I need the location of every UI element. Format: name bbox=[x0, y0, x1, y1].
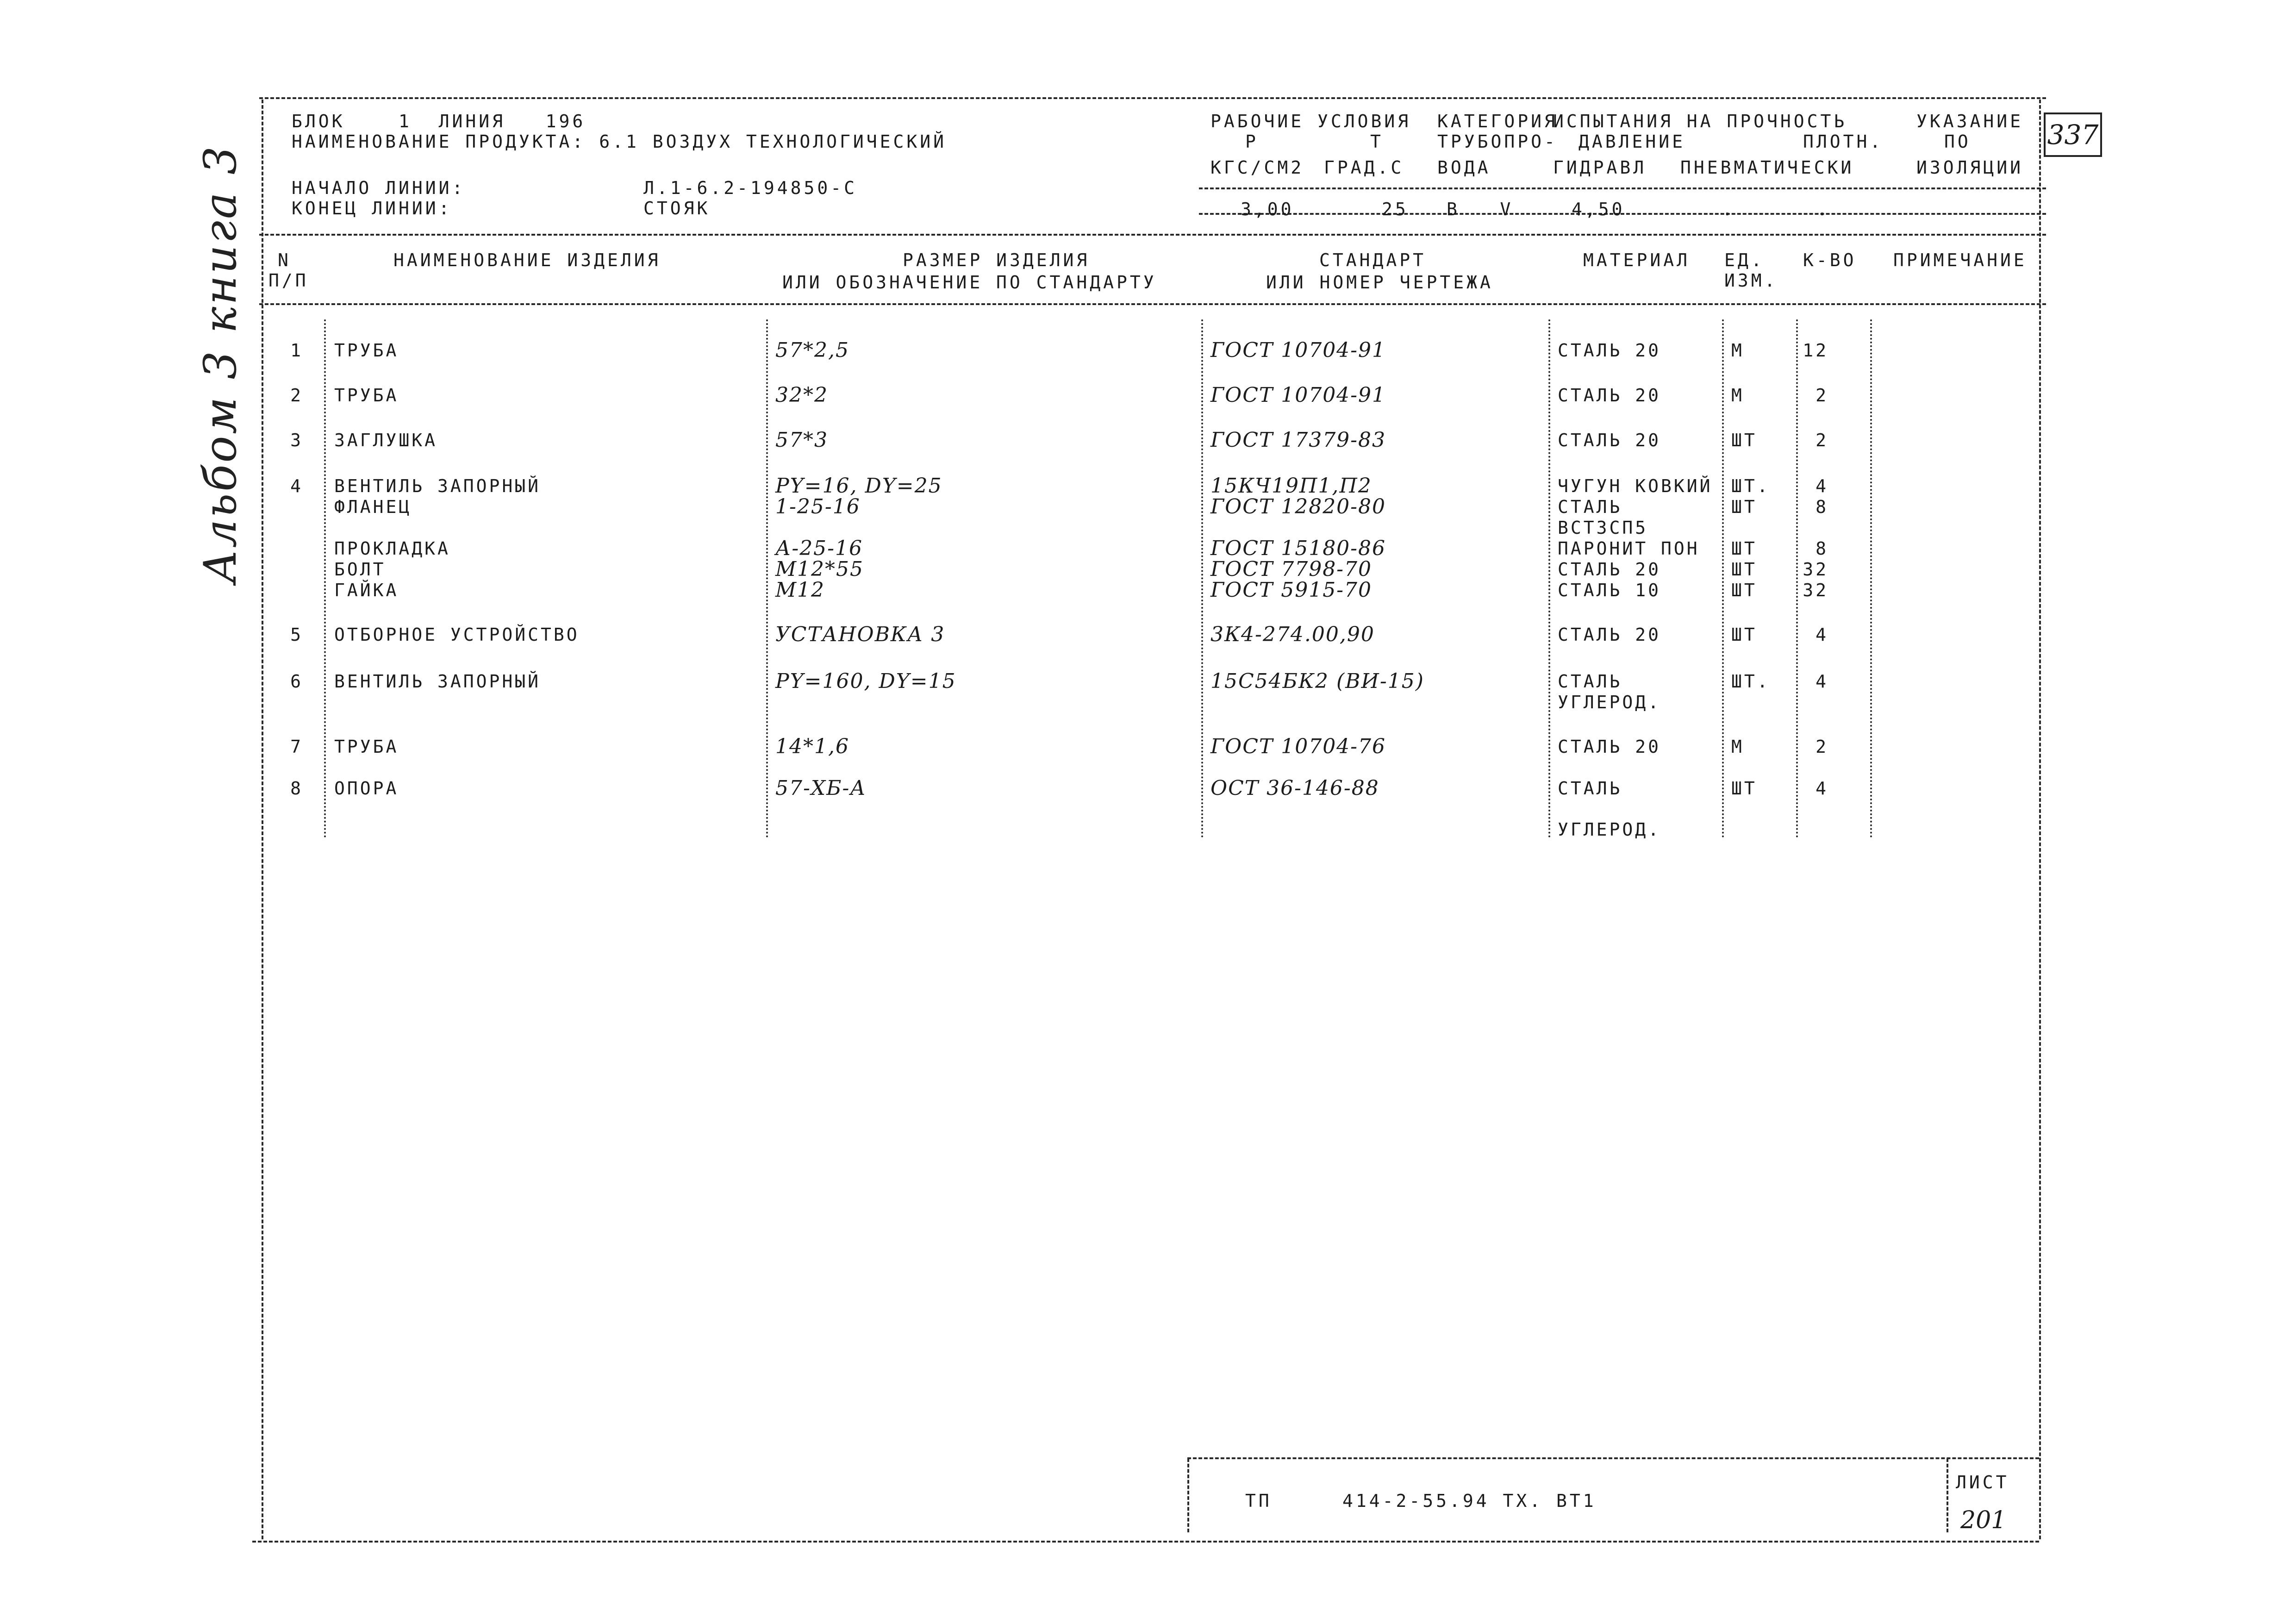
cell-standard: ГОСТ 5915-70 bbox=[1210, 578, 1373, 602]
strength-test-heading: ИСПЫТАНИЯ НА ПРОЧНОСТЬ bbox=[1553, 111, 1847, 131]
temperature-unit: ГРАД.С bbox=[1324, 157, 1404, 178]
cell-standard: 3К4-274.00,90 bbox=[1210, 623, 1375, 646]
cell-unit: М bbox=[1731, 385, 1744, 406]
cell-num: 1 bbox=[290, 340, 303, 361]
cell-qty: 8 bbox=[1816, 538, 1828, 559]
cell-size: PY=16, DY=25 bbox=[775, 474, 942, 498]
cell-material: СТАЛЬ 20 bbox=[1558, 625, 1661, 645]
cell-qty: 2 bbox=[1816, 430, 1828, 450]
line-start-value: Л.1-6.2-194850-С bbox=[643, 178, 858, 198]
col-sep-standard bbox=[1201, 319, 1203, 838]
col-sep-unit bbox=[1722, 319, 1724, 838]
cell-size: 32*2 bbox=[775, 383, 828, 407]
cell-unit: ШТ. bbox=[1731, 671, 1770, 692]
cell-num: 4 bbox=[290, 476, 303, 496]
test-density-heading: ПЛОТН. bbox=[1803, 131, 1884, 152]
col-standard-heading-1: СТАНДАРТ bbox=[1319, 250, 1427, 270]
footer-sheet-rule bbox=[1947, 1458, 1948, 1532]
cell-standard: ГОСТ 17379-83 bbox=[1210, 428, 1386, 452]
cell-size: PY=160, DY=15 bbox=[775, 669, 956, 693]
hydraulic-value: 4,50 bbox=[1572, 199, 1625, 219]
cell-material: СТАЛЬ 20 bbox=[1558, 340, 1661, 361]
cell-standard: ГОСТ 10704-76 bbox=[1210, 735, 1386, 758]
product-name-text: НАИМЕНОВАНИЕ ПРОДУКТА: 6.1 ВОЗДУХ ТЕХНОЛОГИЧЕСКИЙ bbox=[292, 131, 947, 152]
cell-name: ПРОКЛАДКА bbox=[334, 538, 450, 559]
bottom-border bbox=[252, 1541, 2039, 1543]
cell-name: ОТБОРНОЕ УСТРОЙСТВО bbox=[334, 625, 580, 645]
cell-material: СТАЛЬ bbox=[1558, 497, 1622, 517]
col-unit-heading-2: ИЗМ. bbox=[1724, 270, 1778, 291]
cell-size: А-25-16 bbox=[775, 537, 863, 560]
cell-num: 7 bbox=[290, 737, 303, 757]
cell-standard: ГОСТ 12820-80 bbox=[1210, 495, 1386, 518]
cell-name: ЗАГЛУШКА bbox=[334, 430, 438, 450]
col-sep-material bbox=[1548, 319, 1550, 838]
conditions-divider-1 bbox=[1199, 187, 2046, 189]
insulation-heading-2: ПО bbox=[1944, 131, 1971, 152]
cell-material: УГЛЕРОД. bbox=[1558, 819, 1661, 840]
cell-qty: 8 bbox=[1816, 497, 1828, 517]
insulation-heading-1: УКАЗАНИЕ bbox=[1916, 111, 2024, 131]
cell-unit: М bbox=[1731, 737, 1744, 757]
col-num-heading-1: N bbox=[278, 250, 291, 270]
col-num-heading-2: П/П bbox=[268, 270, 309, 291]
col-sep-name bbox=[324, 319, 326, 838]
left-border bbox=[262, 100, 263, 1539]
top-border bbox=[259, 97, 2046, 99]
cell-qty: 2 bbox=[1816, 385, 1828, 406]
col-unit-heading-1: ЕД. bbox=[1724, 250, 1765, 270]
category-heading-3: ВОДА bbox=[1437, 157, 1491, 178]
temperature-label: Т bbox=[1370, 131, 1384, 152]
cell-name: ТРУБА bbox=[334, 340, 399, 361]
pneumatic-value: . bbox=[1722, 199, 1735, 219]
cell-material: СТАЛЬ 10 bbox=[1558, 580, 1661, 600]
cell-standard: ГОСТ 10704-91 bbox=[1210, 338, 1386, 362]
col-standard-heading-2: ИЛИ НОМЕР ЧЕРТЕЖА bbox=[1266, 272, 1493, 293]
cell-name: ТРУБА bbox=[334, 385, 399, 406]
cell-num: 8 bbox=[290, 778, 303, 799]
footer-left-rule bbox=[1187, 1458, 1189, 1532]
pressure-unit: КГС/СМ2 bbox=[1210, 157, 1304, 178]
col-material-heading: МАТЕРИАЛ bbox=[1583, 250, 1691, 270]
cell-name: ФЛАНЕЦ bbox=[334, 497, 412, 517]
cell-qty: 2 bbox=[1816, 737, 1828, 757]
cell-standard: ГОСТ 7798-70 bbox=[1210, 557, 1373, 581]
cell-name: ОПОРА bbox=[334, 778, 399, 799]
cell-unit: ШТ bbox=[1731, 538, 1757, 559]
col-size-heading-2: ИЛИ ОБОЗНАЧЕНИЕ ПО СТАНДАРТУ bbox=[782, 272, 1157, 293]
cell-num: 6 bbox=[290, 671, 303, 692]
col-name-heading: НАИМЕНОВАНИЕ ИЗДЕЛИЯ bbox=[393, 250, 661, 270]
cell-qty: 4 bbox=[1816, 671, 1828, 692]
cell-unit: М bbox=[1731, 340, 1744, 361]
page-number-box: 337 bbox=[2044, 112, 2102, 157]
album-side-note-text: Альбом 3 книга 3 bbox=[194, 144, 246, 583]
cell-qty: 12 bbox=[1803, 340, 1828, 361]
test-pressure-heading: ДАВЛЕНИЕ bbox=[1578, 131, 1686, 152]
working-conditions-heading: РАБОЧИЕ УСЛОВИЯ bbox=[1210, 111, 1411, 131]
column-header-divider bbox=[259, 303, 2046, 305]
pressure-label: Р bbox=[1245, 131, 1259, 152]
cell-standard: 15С54БК2 (ВИ-15) bbox=[1210, 669, 1424, 693]
cell-qty: 4 bbox=[1816, 778, 1828, 799]
cell-size: М12 bbox=[775, 578, 825, 602]
cell-standard: ОСТ 36-146-88 bbox=[1210, 776, 1379, 800]
cell-size: 14*1,6 bbox=[775, 735, 849, 758]
pressure-value: 3,00 bbox=[1241, 199, 1294, 219]
cell-size: 57-ХБ-А bbox=[775, 776, 867, 800]
line-end-value: СТОЯК bbox=[643, 198, 711, 219]
cell-unit: ШТ bbox=[1731, 430, 1757, 450]
cell-unit: ШТ bbox=[1731, 497, 1757, 517]
cell-name: БОЛТ bbox=[334, 559, 386, 580]
category-value: В V bbox=[1447, 199, 1514, 219]
cell-standard: 15КЧ19П1,П2 bbox=[1210, 474, 1372, 498]
density-value: . bbox=[1817, 199, 1830, 219]
header-divider bbox=[259, 234, 2046, 236]
category-heading-1: КАТЕГОРИЯ bbox=[1437, 111, 1558, 131]
footer-top-rule bbox=[1187, 1457, 2039, 1459]
cell-unit: ШТ bbox=[1731, 580, 1757, 600]
temperature-value: 25 bbox=[1382, 199, 1409, 219]
col-note-heading: ПРИМЕЧАНИЕ bbox=[1893, 250, 2027, 270]
footer-sheet-number: 201 bbox=[1960, 1506, 2007, 1534]
cell-size: М12*55 bbox=[775, 557, 864, 581]
cell-material: СТАЛЬ bbox=[1558, 671, 1622, 692]
cell-unit: ШТ bbox=[1731, 559, 1757, 580]
cell-name: ТРУБА bbox=[334, 737, 399, 757]
test-pneumatic-heading: ПНЕВМАТИЧЕСКИ bbox=[1680, 157, 1854, 178]
footer-doc-prefix: ТП bbox=[1245, 1491, 1272, 1511]
cell-name: ВЕНТИЛЬ ЗАПОРНЫЙ bbox=[334, 476, 541, 496]
col-qty-heading: К-ВО bbox=[1803, 250, 1857, 270]
cell-standard: ГОСТ 10704-91 bbox=[1210, 383, 1386, 407]
cell-material: УГЛЕРОД. bbox=[1558, 692, 1661, 712]
cell-num: 2 bbox=[290, 385, 303, 406]
block-line-text: БЛОК 1 ЛИНИЯ 196 bbox=[292, 111, 586, 131]
footer-doc-code: 414-2-55.94 ТХ. ВТ1 bbox=[1342, 1491, 1597, 1511]
right-border bbox=[2039, 100, 2041, 1539]
cell-num: 5 bbox=[290, 625, 303, 645]
cell-standard: ГОСТ 15180-86 bbox=[1210, 537, 1386, 560]
line-end-label: КОНЕЦ ЛИНИИ: bbox=[292, 198, 452, 219]
cell-material: СТАЛЬ 20 bbox=[1558, 430, 1661, 450]
cell-unit: ШТ bbox=[1731, 625, 1757, 645]
insulation-heading-3: ИЗОЛЯЦИИ bbox=[1916, 157, 2024, 178]
col-size-heading-1: РАЗМЕР ИЗДЕЛИЯ bbox=[903, 250, 1090, 270]
cell-qty: 4 bbox=[1816, 476, 1828, 496]
cell-unit: ШТ bbox=[1731, 778, 1757, 799]
cell-size: 1-25-16 bbox=[775, 495, 861, 518]
cell-size: УСТАНОВКА 3 bbox=[775, 623, 945, 646]
cell-material: ЧУГУН КОВКИЙ bbox=[1558, 476, 1713, 496]
cell-material: ПАРОНИТ ПОН bbox=[1558, 538, 1700, 559]
category-heading-2: ТРУБОПРО- bbox=[1437, 131, 1558, 152]
footer-sheet-label: ЛИСТ bbox=[1956, 1472, 2009, 1493]
cell-qty: 4 bbox=[1816, 625, 1828, 645]
cell-unit: ШТ. bbox=[1731, 476, 1770, 496]
cell-material: СТАЛЬ 20 bbox=[1558, 737, 1661, 757]
cell-size: 57*3 bbox=[775, 428, 828, 452]
col-sep-size bbox=[766, 319, 768, 838]
col-sep-note bbox=[1870, 319, 1872, 838]
cell-name: ГАЙКА bbox=[334, 580, 399, 600]
test-hydraulic-heading: ГИДРАВЛ bbox=[1553, 157, 1647, 178]
cell-qty: 32 bbox=[1803, 580, 1828, 600]
line-start-label: НАЧАЛО ЛИНИИ: bbox=[292, 178, 466, 198]
cell-material: СТАЛЬ bbox=[1558, 778, 1622, 799]
cell-size: 57*2,5 bbox=[775, 338, 849, 362]
cell-material: ВСТ3СП5 bbox=[1558, 518, 1648, 538]
cell-material: СТАЛЬ 20 bbox=[1558, 385, 1661, 406]
cell-material: СТАЛЬ 20 bbox=[1558, 559, 1661, 580]
cell-num: 3 bbox=[290, 430, 303, 450]
cell-qty: 32 bbox=[1803, 559, 1828, 580]
cell-name: ВЕНТИЛЬ ЗАПОРНЫЙ bbox=[334, 671, 541, 692]
